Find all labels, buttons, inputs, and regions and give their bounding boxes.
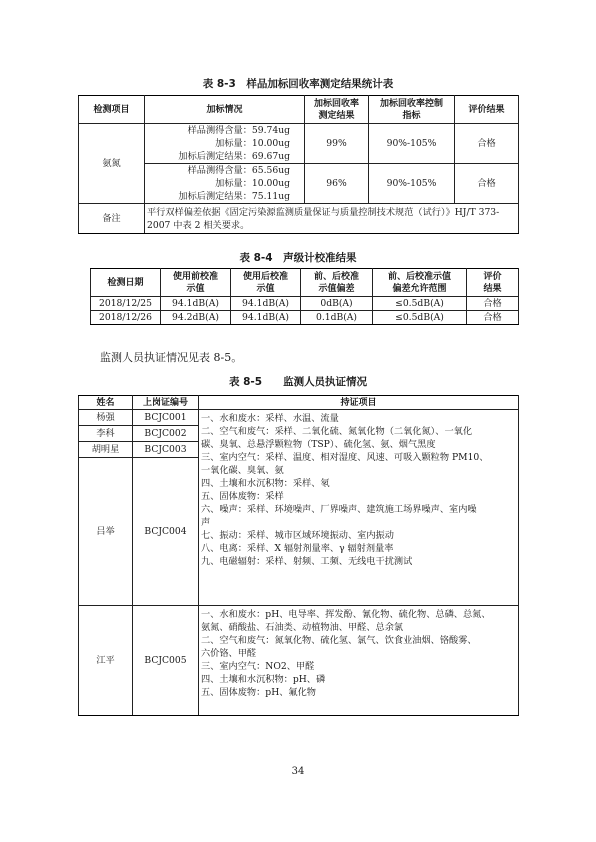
- table-8-5-caption: 表 8-5 监测人员执证情况: [228, 376, 368, 388]
- header-cell: 加标情况: [145, 96, 305, 124]
- limit-cell: 90%-105%: [369, 124, 455, 164]
- header-cell: 前、后校准示值 偏差允许范围: [373, 269, 467, 297]
- table-8-3: [78, 95, 519, 234]
- table-cell: 2018/12/26: [91, 311, 161, 325]
- table-row: [79, 204, 519, 234]
- item-line: 六、噪声：采样、环境噪声、厂界噪声、建筑施工场界噪声、室内噪: [201, 504, 477, 515]
- spike-detail-cell: [145, 164, 305, 204]
- header-cell: 检测日期: [91, 269, 161, 297]
- item-line: 氨氮、硝酸盐、石油类、动植物油、甲醛、总余氯: [201, 622, 404, 633]
- table-header-row: [79, 96, 519, 124]
- result-cell: 96%: [305, 164, 369, 204]
- detail-line: 加标量：10.00ug: [215, 178, 290, 189]
- header-cell: 评价 结果: [467, 269, 519, 297]
- table-cell: 合格: [467, 297, 519, 311]
- table-cell: ≤0.5dB(A): [373, 311, 467, 325]
- item-line: 五、固体废物：pH、氟化物: [201, 687, 316, 698]
- header-cell: 使用前校准 示值: [161, 269, 231, 297]
- table-row: [79, 164, 519, 204]
- item-line: 声: [201, 517, 211, 528]
- table-cell: 94.2dB(A): [161, 311, 231, 325]
- item-line: 九、电磁辐射：采样、射频、工频、无线电干扰测试: [201, 556, 413, 567]
- person-code: BCJC003: [133, 442, 199, 458]
- header-cell: 加标回收率 测定结果: [305, 96, 369, 124]
- item-line: 五、固体废物：采样: [201, 491, 284, 502]
- table-row: [79, 124, 519, 164]
- table-row: [79, 410, 519, 426]
- header-cell: 加标回收率控制 指标: [369, 96, 455, 124]
- person-name: 吕举: [79, 458, 133, 606]
- item-line: 一、水和废水：pH、电导率、挥发酚、氰化物、硫化物、总磷、总氮、: [201, 609, 491, 620]
- note-label: 备注: [79, 204, 145, 234]
- person-items-cell: [199, 606, 519, 716]
- spike-detail-cell: [145, 124, 305, 164]
- header-cell: 使用后校准 示值: [231, 269, 301, 297]
- person-code: BCJC001: [133, 410, 199, 426]
- detail-line: 加标后测定结果：75.11ug: [178, 191, 290, 202]
- table-cell: 0.1dB(A): [301, 311, 373, 325]
- person-code: BCJC005: [133, 606, 199, 716]
- header-cell: 上岗证编号: [133, 396, 199, 410]
- item-line: 三、室内空气：采样、温度、相对湿度、风速、可吸入颗粒物 PM10、: [201, 452, 489, 463]
- page-number: 34: [291, 766, 305, 777]
- note-text: 平行双样偏差依据《固定污染源监测质量保证与质量控制技术规范（试行）》HJ/T 373-2007 中表 2 相关要求。: [145, 204, 519, 234]
- table-header-row: [79, 396, 519, 410]
- table-cell: 94.1dB(A): [161, 297, 231, 311]
- item-line: 碳、臭氧、总悬浮颗粒物（TSP）、硫化氢、氨、烟气黑度: [201, 439, 436, 450]
- body-paragraph: 监测人员执证情况见表 8-5。: [100, 351, 243, 364]
- table-cell: 合格: [467, 311, 519, 325]
- item-line: 二、空气和废气：氮氧化物、硫化氢、氯气、饮食业油烟、铬酸雾、: [201, 635, 477, 646]
- person-name: 杨强: [79, 410, 133, 426]
- table-cell: 0dB(A): [301, 297, 373, 311]
- item-line: 七、振动：采样、城市区域环境振动、室内振动: [201, 530, 394, 541]
- table-row: [91, 297, 519, 311]
- detail-line: 样品测得含量：59.74ug: [187, 125, 290, 136]
- person-name: 江平: [79, 606, 133, 716]
- table-cell: 94.1dB(A): [231, 297, 301, 311]
- item-line: 一、水和废水：采样、水温、流量: [201, 413, 339, 424]
- eval-cell: 合格: [455, 164, 519, 204]
- limit-cell: 90%-105%: [369, 164, 455, 204]
- header-cell: 姓名: [79, 396, 133, 410]
- header-cell: 持证项目: [199, 396, 519, 410]
- item-line: 四、土壤和水沉积物：pH、磷: [201, 674, 326, 685]
- item-line: 一氧化碳、臭氧、氨: [201, 465, 284, 476]
- table-cell: ≤0.5dB(A): [373, 297, 467, 311]
- table-row: [91, 311, 519, 325]
- table-8-5: [78, 395, 519, 716]
- item-cell: 氨氮: [79, 124, 145, 204]
- table-8-4-caption: 表 8-4 声级计校准结果: [239, 252, 357, 264]
- header-cell: 评价结果: [455, 96, 519, 124]
- result-cell: 99%: [305, 124, 369, 164]
- header-cell: 检测项目: [79, 96, 145, 124]
- shared-items-cell: [199, 410, 519, 606]
- item-line: 二、空气和废气：采样、二氧化硫、氮氧化物（二氧化氮）、一氧化: [201, 426, 473, 437]
- item-line: 四、土壤和水沉积物：采样、氡: [201, 478, 330, 489]
- item-line: 八、电离：采样、X 辐射剂量率、γ 辐射剂量率: [201, 543, 394, 554]
- table-8-3-caption: 表 8-3 样品加标回收率测定结果统计表: [202, 78, 394, 90]
- item-line: 六价铬、甲醛: [201, 648, 257, 659]
- detail-line: 样品测得含量：65.56ug: [187, 165, 290, 176]
- header-cell: 前、后校准 示值偏差: [301, 269, 373, 297]
- table-cell: 94.1dB(A): [231, 311, 301, 325]
- detail-line: 加标量：10.00ug: [215, 138, 290, 149]
- table-row: [79, 606, 519, 716]
- item-line: 三、室内空气：NO2、甲醛: [201, 661, 315, 672]
- table-8-4: [90, 268, 519, 325]
- person-code: BCJC004: [133, 458, 199, 606]
- person-code: BCJC002: [133, 426, 199, 442]
- eval-cell: 合格: [455, 124, 519, 164]
- detail-line: 加标后测定结果：69.67ug: [178, 151, 290, 162]
- person-name: 李科: [79, 426, 133, 442]
- table-cell: 2018/12/25: [91, 297, 161, 311]
- table-header-row: [91, 269, 519, 297]
- person-name: 胡明星: [79, 442, 133, 458]
